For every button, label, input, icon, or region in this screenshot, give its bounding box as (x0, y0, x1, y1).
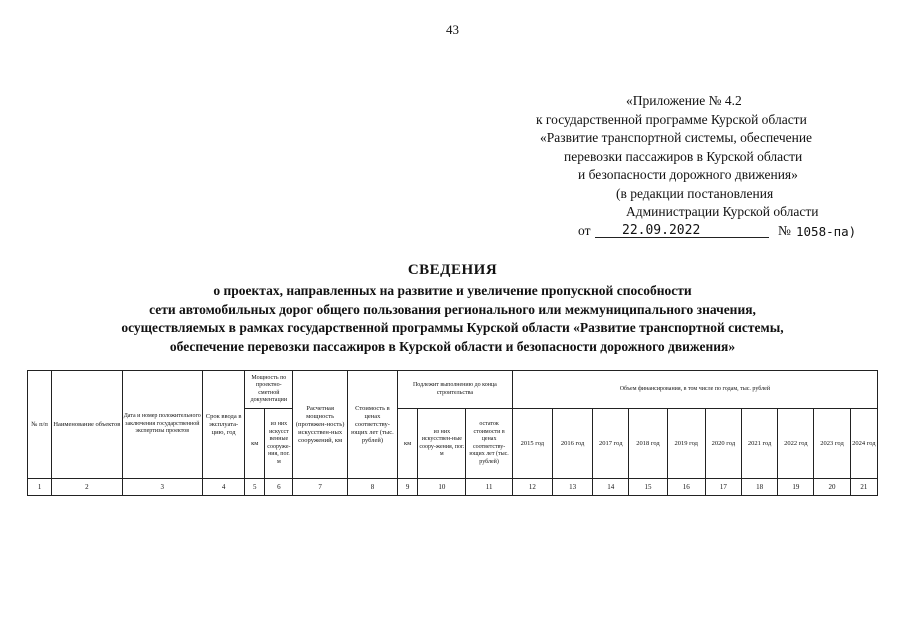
appendix-line: «Развитие транспортной системы, обеспечение (540, 130, 813, 145)
header-cell-funding-group: Объем финансирования, в том числе по годам, тыс. рублей (512, 371, 877, 409)
column-number-cell: 8 (347, 479, 397, 496)
header-cell-remaining-structures: из них искусствен-ные соору-жения, пог. м (418, 409, 466, 479)
header-cell-year: 2023 год (814, 409, 850, 479)
header-cell-no: № п/п (28, 371, 52, 479)
projects-table (27, 370, 878, 496)
header-cell-capacity-structures: из них искусст венные сооруже-ния, пог. м (265, 409, 293, 479)
header-cell-year: 2016 год (552, 409, 592, 479)
header-cell-year: 2017 год (593, 409, 629, 479)
appendix-line: и безопасности дорожного движения» (578, 167, 798, 182)
header-cell-capacity-group: Мощность по проектно-сметной документации (245, 371, 293, 409)
column-number-cell: 4 (202, 479, 244, 496)
heading-line: о проектах, направленных на развитие и увеличение пропускной способности (213, 283, 692, 298)
decree-number: 1058-па) (796, 223, 857, 239)
heading-line: осуществляемых в рамках государственной программы Курской области «Развитие транспортной системы, (121, 320, 784, 335)
header-cell-year: 2022 год (778, 409, 814, 479)
column-number-cell: 11 (466, 479, 512, 496)
header-cell-remaining-cost: остаток стоимости в ценах соответству-ющих лет (тыс. рублей) (466, 409, 512, 479)
column-number-cell: 15 (629, 479, 667, 496)
header-cell-remaining-km: км (398, 409, 418, 479)
column-number-cell: 21 (850, 479, 877, 496)
header-cell-year: 2019 год (667, 409, 705, 479)
header-cell-remaining-group: Подлежит выполнению до конца строительства (398, 371, 513, 409)
decree-date: 22.09.2022 (622, 222, 701, 238)
date-prefix: от (578, 222, 591, 238)
header-cell-year: 2018 год (629, 409, 667, 479)
column-number-cell: 20 (814, 479, 850, 496)
page-number: 43 (446, 22, 459, 37)
column-number-cell: 14 (593, 479, 629, 496)
column-number-cell: 5 (245, 479, 265, 496)
column-number-cell: 1 (28, 479, 52, 496)
column-number-row (28, 479, 878, 496)
appendix-block (520, 92, 880, 240)
header-cell-year: 2021 год (742, 409, 778, 479)
column-number-cell: 3 (122, 479, 202, 496)
column-number-cell: 9 (398, 479, 418, 496)
column-number-cell: 7 (293, 479, 347, 496)
header-cell-cost: Стоимость в ценах соответству-ющих лет (тыс. рублей) (347, 371, 397, 479)
header-cell-name: Наименование объектов (52, 371, 122, 479)
column-number-cell: 19 (778, 479, 814, 496)
column-number-cell: 18 (742, 479, 778, 496)
header-cell-year: 2015 год (512, 409, 552, 479)
column-number-cell: 13 (552, 479, 592, 496)
heading-line: сети автомобильных дорог общего пользования регионального или межмуниципального значения, (149, 301, 756, 317)
document-heading (0, 262, 905, 356)
column-number-cell: 10 (418, 479, 466, 496)
appendix-line: «Приложение № 4.2 (626, 93, 742, 108)
header-cell-term: Срок ввода в эксплуата-цию, год (202, 371, 244, 479)
column-number-cell: 2 (52, 479, 122, 496)
column-number-cell: 6 (265, 479, 293, 496)
column-number-cell: 12 (512, 479, 552, 496)
appendix-date-line (520, 222, 880, 240)
header-cell-expertise: Дата и номер положительного заключения государственной экспертизы проектов (122, 371, 202, 479)
appendix-line: (в редакции постановления (616, 185, 774, 201)
heading-title: СВЕДЕНИЯ (407, 262, 498, 278)
column-number-cell: 16 (667, 479, 705, 496)
appendix-line: перевозки пассажиров в Курской области (564, 148, 803, 164)
appendix-line: Администрации Курской области (626, 204, 819, 219)
header-cell-year: 2024 год (850, 409, 877, 479)
header-cell-design-capacity: Расчетная мощность (протяжен-ность) искусствен-ных сооружений, км (293, 371, 347, 479)
appendix-line: к государственной программе Курской области (536, 111, 807, 127)
heading-line: обеспечение перевозки пассажиров в Курской области и безопасности дорожного движения» (169, 338, 736, 354)
header-cell-capacity-km: км (245, 409, 265, 479)
decree-number-label: № (778, 222, 791, 238)
column-number-cell: 17 (705, 479, 741, 496)
header-cell-year: 2020 год (705, 409, 741, 479)
